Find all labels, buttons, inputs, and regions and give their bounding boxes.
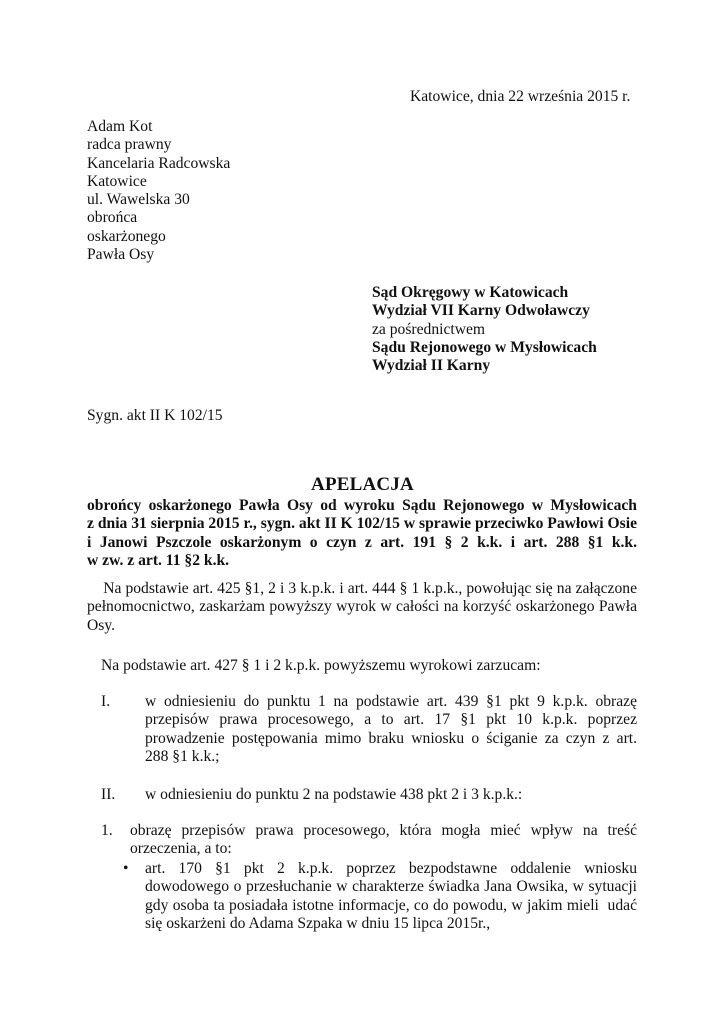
- document-title: APELACJA: [311, 474, 414, 495]
- sender-name: Adam Kot: [87, 118, 153, 135]
- subject-line: w zw. z art. 11 §2 k.k.: [87, 551, 230, 569]
- intermediary-court: Sądu Rejonowego w Mysłowicach: [372, 338, 597, 356]
- sender-office: Kancelaria Radcowska: [87, 154, 231, 172]
- sender-street: ul. Wawelska 30: [87, 191, 190, 209]
- charge-text: [145, 693, 637, 766]
- subject-line: z dnia 31 sierpnia 2015 r., sygn. akt II K 102/15 w sprawie przeciwko Pawłowi Osie: [87, 515, 637, 533]
- sender-title: radca prawny: [87, 136, 172, 154]
- intermediary-division: Wydział II Karny: [372, 357, 491, 375]
- subitem-line: obrazę przepisów prawa procesowego, która mogła mieć wpływ na treść: [130, 822, 637, 839]
- sender-client: Pawła Osy: [87, 246, 155, 264]
- charge-line: w odniesieniu do punktu 2 na podstawie 438 pkt 2 i 3 k.p.k.:: [145, 786, 523, 803]
- document-date: Katowice, dnia 22 września 2015 r.: [410, 88, 631, 105]
- sender-role: obrońca: [87, 209, 138, 227]
- sender-block: [87, 118, 230, 264]
- subitem-text: [130, 822, 637, 859]
- appeal-subject: [87, 497, 637, 570]
- subject-line: obrońcy oskarżonego Pawła Osy od wyroku Sądu Rejonowego w Mysłowicach: [87, 497, 637, 514]
- bullet-line: dowodowego o przesłuchanie w charakterze świadka Jana Owsika, w sytuacji: [145, 878, 637, 896]
- bullet-line: gdy osoba ta posiadała istotne informacje, co do powodu, w jakim mieli udać: [145, 896, 637, 914]
- bullet-line: art. 170 §1 pkt 2 k.p.k. poprzez bezpodstawne oddalenie wniosku: [145, 860, 637, 877]
- bullet-text: [145, 860, 637, 933]
- subject-line: i Janowi Pszczole oskarżonym o czyn z art. 191 § 2 k.k. i art. 288 §1 k.k.: [87, 533, 637, 551]
- subitem-line: orzeczenia, a to:: [130, 840, 232, 858]
- sender-city: Katowice: [87, 172, 147, 190]
- paragraph-line: Osy.: [87, 616, 116, 634]
- charge-line: 288 §1 k.k.;: [145, 747, 220, 765]
- charge-line: w odniesieniu do punktu 1 na podstawie art. 439 §1 pkt 9 k.p.k. obrazę: [145, 693, 637, 710]
- charge-number: I.: [101, 693, 111, 710]
- paragraph-scope: [87, 580, 637, 635]
- recipient-court: Sąd Okręgowy w Katowicach: [372, 284, 569, 301]
- case-reference: Sygn. akt II K 102/15: [87, 407, 223, 424]
- paragraph-line: pełnomocnictwo, zaskarżam powyższy wyrok w całości na korzyść oskarżonego Pawła: [87, 598, 637, 616]
- bullet-line: się oskarżeni do Adama Szpaka w dniu 15 lipca 2015r.,: [145, 914, 491, 932]
- paragraph-charges-intro: Na podstawie art. 427 § 1 i 2 k.p.k. powyższemu wyrokowi zarzucam:: [101, 657, 541, 674]
- recipient-division: Wydział VII Karny Odwoławczy: [372, 302, 590, 320]
- recipient-via: za pośrednictwem: [372, 320, 486, 338]
- charge-line: przepisów prawa procesowego, a to art. 17 §1 pkt 10 k.p.k. poprzez: [145, 711, 637, 729]
- recipient-block: [372, 284, 597, 375]
- subitem-number: 1.: [101, 822, 113, 839]
- charge-number: II.: [101, 786, 116, 803]
- charge-line: prowadzenie postępowania mimo braku wniosku o ściganie za czyn z art.: [145, 729, 637, 747]
- bullet-icon: •: [123, 860, 129, 877]
- paragraph-line: Na podstawie art. 425 §1, 2 i 3 k.p.k. i art. 444 § 1 k.p.k., powołując się na załączone: [87, 580, 637, 597]
- sender-role-2: oskarżonego: [87, 227, 166, 245]
- charge-text: [145, 786, 637, 804]
